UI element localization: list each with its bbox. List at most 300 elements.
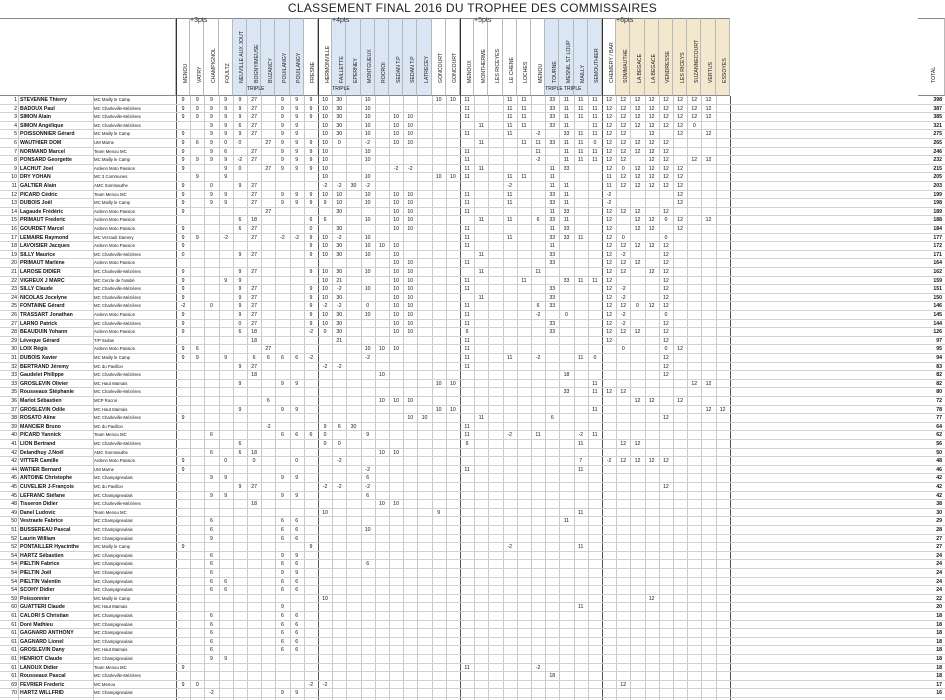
score-cell: -2 [336,458,342,465]
competitor-name: Danel Ludovic [20,509,56,516]
score-cell: 12 [606,251,612,258]
table-row[interactable] [0,474,945,483]
competitor-club: MC Charleville-Mézières [94,673,141,679]
score-cell: 10 [393,398,399,404]
table-row[interactable] [0,268,945,277]
score-cell: -2 [322,303,328,310]
table-row[interactable] [0,466,945,475]
table-row[interactable] [0,165,945,174]
score-cell: 6 [210,561,213,568]
score-cell: 9 [224,277,228,284]
competitor-club: Ardenn Moto Passion [94,346,136,352]
competitor-club: MC Charleville-Mézières [94,320,141,326]
table-row[interactable] [0,569,945,578]
score-cell: 12 [648,595,655,602]
competitor-name: DUBOIS Joël [20,200,52,207]
table-row[interactable] [0,371,945,380]
table-row[interactable] [0,638,945,647]
competitor-name: Marlot Sébastien [20,398,62,404]
score-cell: 12 [705,97,712,103]
table-row[interactable] [0,517,945,526]
competitor-club: MC Haut Marnais [94,647,128,653]
score-cell: 10 [407,286,414,293]
score-cell: 9 [195,355,199,361]
score-cell: 9 [295,105,299,112]
score-cell: 9 [323,200,327,207]
score-cell: 27 [265,140,272,146]
score-cell: 11 [464,303,470,310]
score-cell: 6 [281,561,284,568]
table-row[interactable] [0,603,945,612]
competitor-club: Ardenn Moto Passion [94,165,136,171]
table-row[interactable] [0,259,945,268]
table-row[interactable] [0,397,945,406]
table-row[interactable] [0,277,945,286]
table-row[interactable] [0,139,945,148]
table-row[interactable] [0,431,945,440]
table-row[interactable] [0,664,945,673]
table-row[interactable] [0,328,945,337]
score-cell: 11 [521,174,527,181]
table-row[interactable] [0,182,945,191]
score-cell: 12 [634,398,641,404]
competitor-club: MC Charleville-Mézières [94,269,141,274]
score-cell: 11 [592,389,598,396]
score-cell: 11 [464,423,470,430]
score-cell: 9 [309,251,313,258]
column-header-label: GONCOURT [438,52,445,83]
competitor-name: CUVELIER J-François [20,484,74,490]
row-rank: 28 [11,329,17,336]
score-cell: 10 [322,277,328,284]
column-header-label: LATRECEY [423,55,430,83]
competitor-club: MC Charleville-Mézières [94,122,141,128]
column-header-label: LA BEGACE [636,53,643,83]
table-row[interactable] [0,655,945,664]
competitor-name: LEMAIRE Raymond [20,234,69,241]
column-header-label: SOMMAUTHE [622,49,629,83]
score-cell: 9 [210,492,213,499]
table-row[interactable] [0,130,945,139]
score-cell: 12 [705,406,712,413]
score-cell: 6 [295,518,299,525]
score-cell: 9 [181,294,185,301]
score-cell: -2 [393,165,399,172]
competitor-club: Ardenn Moto Passion [94,243,136,249]
score-cell: 12 [606,260,612,267]
table-row[interactable] [0,234,945,243]
row-rank: 30 [11,346,17,353]
row-total: 56 [936,441,942,447]
competitor-name: LANOUX Didier [20,664,59,671]
row-rank: 61 [11,656,17,662]
score-cell: 9 [295,97,299,103]
table-row[interactable] [0,122,945,131]
score-cell: 12 [648,217,655,224]
row-rank: 54 [11,578,17,585]
table-row[interactable] [0,595,945,604]
column-header [716,18,730,96]
score-cell: 11 [592,277,598,284]
score-cell: -2 [308,681,314,688]
score-cell: 33 [549,114,556,121]
competitor-club: MC 3 Communes [94,174,128,180]
score-cell: 10 [393,286,399,293]
column-header-label: MENOUX [467,60,474,83]
score-cell: 10 [322,97,328,103]
competitor-club: MC Haut Marnais [94,406,128,412]
score-cell: 9 [238,294,242,301]
table-row[interactable] [0,440,945,449]
table-row[interactable] [0,302,945,311]
score-cell: 9 [181,286,185,293]
table-row[interactable] [0,191,945,200]
column-header-label: SEDAN T.P [409,56,416,83]
table-row[interactable] [0,681,945,690]
score-cell: 9 [224,97,228,103]
table-row[interactable] [0,105,945,114]
score-cell: 9 [309,165,313,172]
score-cell: 12 [634,122,641,129]
score-cell: -2 [606,200,612,207]
score-cell: 11 [592,406,598,413]
row-rank: 1 [14,97,17,103]
score-cell: 12 [620,681,627,688]
competitor-club: MC Champigneulais [94,638,133,644]
row-rank: 54 [11,552,17,559]
table-row[interactable] [0,526,945,535]
score-cell: 12 [606,165,612,172]
score-cell: 11 [563,191,570,198]
table-row[interactable] [0,225,945,234]
table-row[interactable] [0,621,945,630]
score-cell: 0 [366,303,370,310]
table-row[interactable] [0,689,945,698]
score-cell: 6 [281,587,284,594]
table-row[interactable] [0,414,945,423]
table-row[interactable] [0,483,945,492]
score-cell: -2 [322,363,328,370]
table-row[interactable] [0,380,945,389]
table-row[interactable] [0,148,945,157]
score-cell: 9 [238,406,242,413]
score-cell: 10 [435,97,442,103]
score-cell: 10 [393,277,399,284]
score-cell: 11 [563,148,570,155]
score-cell: 10 [364,131,371,138]
score-cell: 9 [238,303,242,310]
row-total: 198 [933,200,942,207]
table-row[interactable] [0,156,945,165]
score-cell: 9 [295,690,299,697]
column-header-label: NEUVILLE AUX JOUT [239,31,246,83]
score-cell: 12 [606,312,612,318]
score-cell: 12 [620,243,627,250]
score-cell: 9 [309,97,313,103]
score-cell: -2 [180,303,186,310]
score-cell: 27 [251,484,257,490]
score-cell: 18 [563,372,570,379]
competitor-club: T/P Sedan [94,337,115,343]
score-cell: 10 [379,243,385,250]
score-cell: 10 [450,97,456,103]
column-header [346,18,360,96]
score-cell: 10 [407,191,414,198]
score-cell: 9 [295,200,299,207]
table-row[interactable] [0,337,945,346]
score-cell: 9 [181,148,185,155]
competitor-club: MC Mailly le Camp [94,200,131,206]
competitor-club: Team Menou MC [94,148,127,154]
score-cell: 9 [224,114,228,121]
table-row[interactable] [0,612,945,621]
score-cell: 11 [535,269,541,275]
table-row[interactable] [0,113,945,122]
row-total: 385 [933,114,942,121]
column-header-label: LES RICEYES [494,48,501,83]
score-cell: 0 [224,458,228,465]
row-total: 64 [936,423,942,430]
table-row[interactable] [0,492,945,501]
competitor-club: UM Marne [94,466,115,472]
score-cell: 12 [620,105,627,112]
score-cell: 6 [210,647,213,654]
table-row[interactable] [0,345,945,354]
row-rank: 61 [11,638,17,645]
score-cell: 11 [464,174,470,181]
score-cell: 33 [549,286,556,293]
competitor-name: HARTZ Sébastien [20,552,64,559]
row-total: 159 [933,277,942,284]
score-cell: 6 [210,432,213,439]
score-cell: 30 [336,269,343,275]
table-row[interactable] [0,208,945,217]
score-cell: 11 [563,518,570,525]
competitor-name: NICOLAS Jocelyne [20,294,67,301]
table-row[interactable] [0,406,945,415]
competitor-club: Ardenn Moto Passion [94,329,136,335]
competitor-name: GROSLEVIN Odile [20,406,65,413]
score-cell: 11 [577,355,584,361]
column-header [446,18,460,96]
score-cell: 0 [337,441,341,447]
row-total: 177 [933,234,942,241]
competitor-name: TRASSART Jonathan [20,312,73,318]
score-cell: 11 [549,208,555,215]
table-row[interactable] [0,216,945,225]
score-cell: 11 [563,97,570,103]
competitor-name: LARNO Patrick [20,320,58,327]
row-total: 189 [933,208,942,215]
table-row[interactable] [0,199,945,208]
score-cell: 0 [238,165,242,172]
table-row[interactable] [0,578,945,587]
score-cell: 0 [664,346,668,353]
table-row[interactable] [0,388,945,397]
score-cell: -2 [620,312,626,318]
score-cell: 10 [322,122,328,129]
score-cell: 27 [251,226,257,232]
score-cell: 12 [677,105,683,112]
score-cell: 9 [181,165,185,172]
score-cell: 11 [592,105,598,112]
score-cell: 12 [648,398,655,404]
score-cell: 11 [464,260,470,267]
column-header [247,18,261,96]
competitor-name: VITTER Camille [20,458,59,465]
row-rank: 11 [11,183,17,189]
score-cell: 7 [579,458,583,465]
row-total: 27 [936,544,942,551]
score-cell: 6 [295,630,299,637]
score-cell: 12 [606,131,612,138]
row-total: 20 [936,604,942,611]
score-cell: 0 [664,217,668,224]
score-cell: 12 [705,131,712,138]
competitor-name: Lagaude Frédéric [20,208,64,215]
score-cell: 9 [281,165,284,172]
score-cell: 12 [606,97,612,103]
table-row[interactable] [0,354,945,363]
score-cell: 12 [648,140,655,146]
competitor-club: Ardenn Moto Passion [94,312,136,317]
table-row[interactable] [0,535,945,544]
competitor-name: PRIMAUT Marlène [20,260,65,267]
score-cell: 6 [281,638,284,645]
score-cell: 9 [224,174,228,181]
table-row[interactable] [0,560,945,569]
score-cell: 9 [323,423,327,430]
score-cell: 9 [281,131,284,138]
score-cell: 9 [181,200,185,207]
table-row[interactable] [0,543,945,552]
column-header [659,18,673,96]
score-cell: 9 [181,346,185,353]
score-cell: 6 [238,449,242,456]
score-cell: 11 [464,466,470,473]
score-cell: 11 [464,165,470,172]
table-row[interactable] [0,96,945,105]
score-cell: 12 [677,165,683,172]
score-cell: 11 [478,165,484,172]
table-row[interactable] [0,457,945,466]
competitor-club: MC Cercle de l'amitié [94,277,135,283]
table-row[interactable] [0,629,945,638]
table-row[interactable] [0,552,945,561]
competitor-name: HENRIOT Claude [20,656,63,662]
score-cell: -2 [535,312,541,318]
score-cell: 9 [195,234,199,241]
score-cell: 12 [663,458,669,465]
table-row[interactable] [0,242,945,251]
score-cell: 9 [210,157,213,164]
triple-marker: TRIPLE [332,86,350,92]
score-cell: 11 [506,131,513,138]
competitor-club: MC Champigneulais [94,518,133,524]
score-cell: 9 [309,200,313,207]
table-row[interactable] [0,285,945,294]
competitor-name: PICARD Yannick [20,432,61,439]
score-cell: 12 [719,406,726,413]
score-cell: 6 [295,355,299,361]
score-cell: 9 [181,277,185,284]
table-row[interactable] [0,173,945,182]
table-row[interactable] [0,423,945,432]
score-cell: 9 [295,157,299,164]
score-cell: 12 [648,131,655,138]
competitor-club: Ardenn Moto Passion [94,458,136,464]
score-cell: -2 [336,303,342,310]
score-cell: 6 [366,561,370,568]
score-cell: 10 [407,398,414,404]
score-cell: 12 [648,97,655,103]
score-cell: 6 [281,527,284,533]
column-header-label: GONCOURT [452,52,459,83]
score-cell: 0 [181,251,185,258]
row-rank: 25 [11,303,17,310]
table-row[interactable] [0,363,945,372]
points-group-label: +3pts [190,17,208,24]
table-row[interactable] [0,500,945,509]
column-header [417,18,431,96]
score-cell: 27 [251,234,257,241]
score-cell: 11 [563,122,570,129]
score-cell: 0 [252,458,256,465]
points-group-label: +6pts [616,17,634,24]
score-cell: 9 [224,191,228,198]
score-cell: 12 [620,174,627,181]
table-row[interactable] [0,672,945,681]
score-cell: -2 [407,165,413,172]
score-cell: 12 [677,200,683,207]
table-row[interactable] [0,320,945,329]
column-header-label: MENOU [537,63,544,83]
score-cell: 11 [606,174,612,181]
score-cell: 11 [577,114,584,121]
score-cell: 0 [323,432,327,439]
score-cell: 9 [238,105,242,112]
score-cell: -2 [578,432,583,439]
competitor-name: WATIER Bernard [20,466,62,473]
score-cell: 12 [620,329,627,336]
score-cell: 27 [251,294,257,301]
row-rank: 15 [11,217,17,224]
score-cell: 11 [563,157,570,164]
score-cell: 0 [323,441,327,447]
score-cell: 0 [195,681,199,688]
table-row[interactable] [0,294,945,303]
score-cell: 9 [224,200,228,207]
table-row[interactable] [0,509,945,518]
row-rank: 51 [11,527,17,533]
column-header [574,18,588,96]
table-row[interactable] [0,586,945,595]
score-cell: 10 [364,174,371,181]
row-rank: 40 [11,432,17,439]
score-cell: 11 [549,243,555,250]
score-cell: 6 [323,217,327,224]
score-cell: 9 [238,251,242,258]
row-total: 151 [933,286,942,293]
table-row[interactable] [0,311,945,320]
row-rank: 61 [11,664,17,671]
table-row[interactable] [0,251,945,260]
table-row[interactable] [0,646,945,655]
score-cell: 27 [251,97,257,103]
column-header [630,18,644,96]
score-cell: 6 [295,432,299,439]
table-row[interactable] [0,449,945,458]
